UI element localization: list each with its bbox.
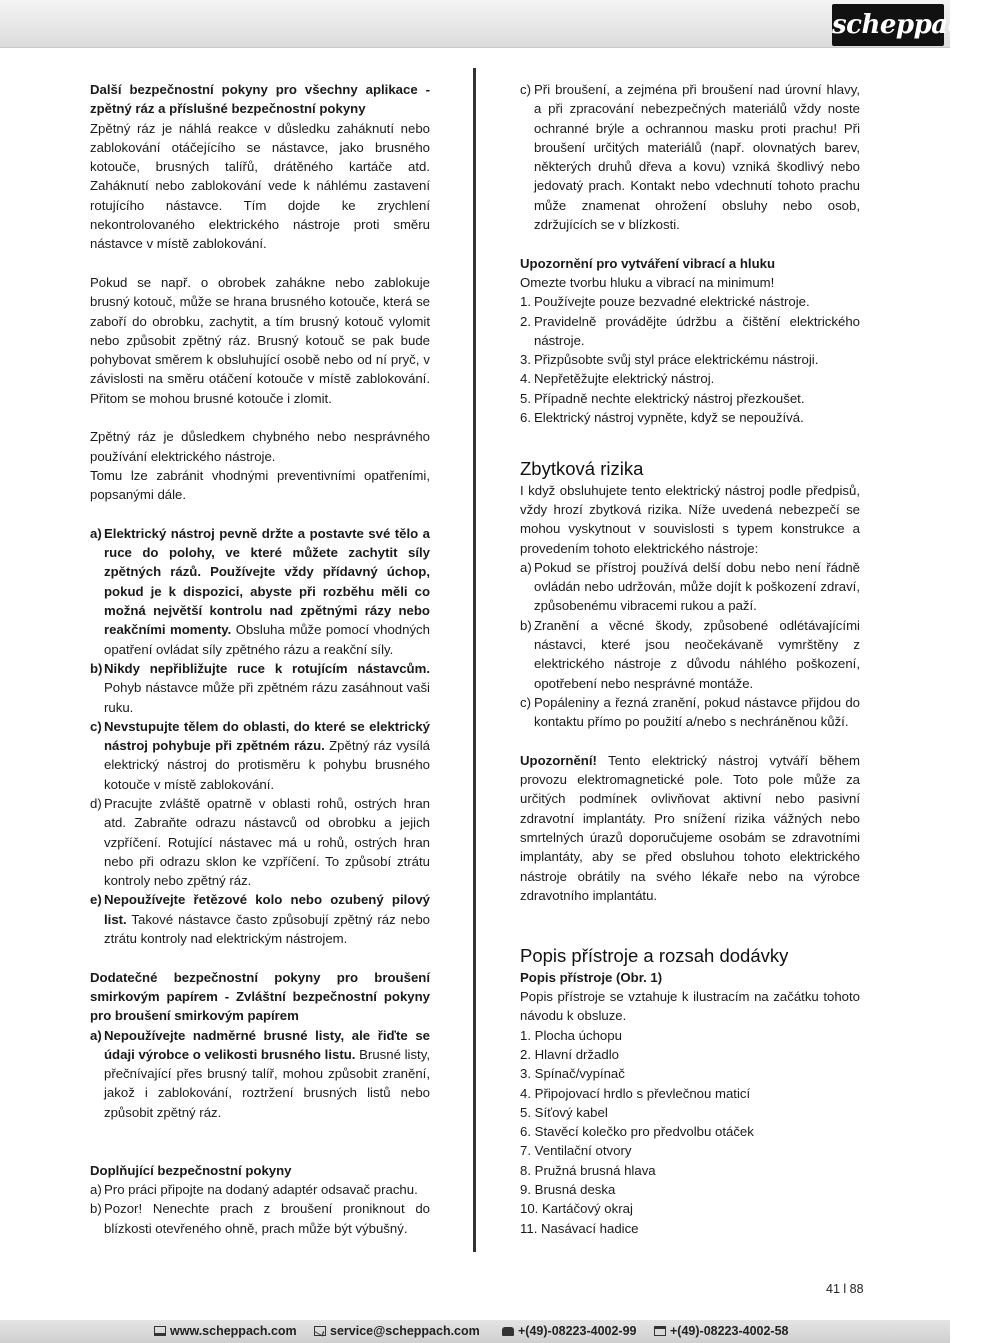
list-item: 2. Hlavní držadlo xyxy=(520,1046,619,1062)
residual-list xyxy=(520,558,860,732)
footer-phone xyxy=(502,1324,637,1338)
kickback-list xyxy=(90,524,430,949)
list-marker: c) xyxy=(90,718,102,734)
email-link[interactable]: service@scheppach.com xyxy=(330,1324,480,1338)
list-item xyxy=(520,558,860,616)
list-item: 10. Kartáčový okraj xyxy=(520,1201,633,1217)
fax-number: +(49)-08223-4002-58 xyxy=(670,1324,789,1338)
list-item-text: Případně nechte elektrický nástroj přezkoušet. xyxy=(534,390,805,406)
kickback-heading: Další bezpečnostní pokyny pro všechny aplikace - zpětný ráz a příslušné bezpečnostní pokyny xyxy=(90,82,430,117)
list-item xyxy=(90,524,430,659)
list-item-text: Elektrický nástroj vypněte, když se nepoužívá. xyxy=(534,410,804,426)
list-item xyxy=(520,312,860,351)
list-item xyxy=(520,80,860,234)
list-item: 11. Nasávací hadice xyxy=(520,1220,639,1236)
sanding-heading: Dodatečné bezpečnostní pokyny pro broušení smirkovým papírem - Zvláštní bezpečnostní pokyny pro broušení smirkovým papírem xyxy=(90,969,430,1024)
computer-icon xyxy=(154,1326,166,1336)
list-item-text: Pro práci připojte na dodaný adaptér odsavač prachu. xyxy=(104,1181,418,1197)
list-marker: 2. xyxy=(520,313,531,329)
column-divider xyxy=(473,68,476,1252)
list-item-text: Pozor! Nenechte prach z broušení proniknout do blízkosti otevřeného ohně, prach může být výbušný. xyxy=(104,1201,430,1236)
list-item-text: Nepřetěžujte elektrický nástroj. xyxy=(534,371,715,387)
list-item: 5. Síťový kabel xyxy=(520,1104,608,1120)
list-item-bold: Nikdy nepřibližujte ruce k rotujícím nástavcům. xyxy=(104,660,430,676)
description-intro: Popis přístroje se vztahuje k ilustracím na začátku tohoto návodu k obsluze. xyxy=(520,989,860,1024)
list-item-text: Pohyb nástavce může při zpětném rázu zasáhnout vaši ruku. xyxy=(104,680,430,715)
vibration-list xyxy=(520,292,860,427)
list-marker: a) xyxy=(90,525,102,541)
website-link[interactable]: www.scheppach.com xyxy=(170,1324,297,1338)
list-item-text: Zranění a věcné škody, způsobené odlétávajícími nástavci, které jsou neočekávaně vymrštěny z elektrického nástroje z důvodu náhlého poškození, opotřebení nebo nesprávné montáže. xyxy=(534,617,860,691)
list-marker: a) xyxy=(520,559,532,575)
list-marker: 5. xyxy=(520,390,531,406)
warning-paragraph xyxy=(520,751,860,905)
list-marker: c) xyxy=(520,82,531,97)
list-item xyxy=(520,292,860,311)
fax-icon xyxy=(654,1326,666,1336)
list-item xyxy=(520,616,860,693)
list-item-text: Brusné listy, přečnívající přes brusný talíř, mohou způsobit zranění, jakož i zablokování, roztržení brusných listů nebo způsobit zpětný ráz. xyxy=(104,1046,430,1120)
residual-intro: I když obsluhujete tento elektrický nástroj podle předpisů, vždy hrozí zbytková rizika. Níže uvedená nebezpečí se mohou vyskytnout v souvislosti s typem konstrukce a provedením tohoto elektrického nástroje: xyxy=(520,482,860,556)
vibration-intro: Omezte tvorbu hluku a vibrací na minimum! xyxy=(520,274,775,290)
parts-list xyxy=(520,1026,860,1238)
list-item xyxy=(90,1199,430,1238)
list-marker: b) xyxy=(90,1201,102,1217)
list-marker: b) xyxy=(90,660,103,676)
list-marker: a) xyxy=(90,1027,102,1043)
kickback-paragraph-3b: Tomu lze zabránit vhodnými preventivními opatřeními, popsanými dále. xyxy=(90,467,430,503)
list-item: 3. Spínač/vypínač xyxy=(520,1066,625,1082)
list-item: 9. Brusná deska xyxy=(520,1182,616,1198)
list-item xyxy=(90,890,430,948)
list-item xyxy=(90,1180,430,1199)
list-marker: 6. xyxy=(520,410,531,426)
phone-icon xyxy=(502,1327,514,1336)
list-item-text: Takové nástavce často způsobují zpětný ráz nebo ztrátu kontroly nad elektrickým nástrojem. xyxy=(104,911,430,947)
list-marker: 1. xyxy=(520,294,531,310)
description-title: Popis přístroje a rozsah dodávky xyxy=(520,944,789,966)
list-marker: e) xyxy=(90,892,102,908)
list-marker: 3. xyxy=(520,352,531,368)
warning-label: Upozornění! xyxy=(520,752,597,768)
list-item xyxy=(520,369,860,388)
list-item-bold: Nepoužívejte nadměrné brusné listy, ale řiďte se údaji výrobce o velikosti brusného listu. xyxy=(104,1027,430,1062)
scheppach-logo: scheppach xyxy=(832,4,944,46)
list-item: 1. Plocha úchopu xyxy=(520,1027,622,1043)
vibration-heading: Upozornění pro vytváření vibrací a hluku xyxy=(520,255,776,271)
warning-text: Tento elektrický nástroj vytváří během provozu elektromagnetické pole. Toto pole může za určitých podmínek ovlivňovat aktivní nebo pasivní zdravotní implantáty. Pro snížení rizika vážných nebo smrtelných úrazů doporučujeme osobám se zdravotními implantáty, aby se před obsluhou tohoto elektrického nástroje obrátily na svého lékaře nebo na výrobce zdravotního implantátu. xyxy=(520,752,860,903)
right-column xyxy=(520,80,860,1238)
footer xyxy=(0,1320,950,1343)
list-marker: d) xyxy=(90,795,102,811)
additional-heading: Doplňující bezpečnostní pokyny xyxy=(90,1162,292,1178)
list-item xyxy=(520,389,860,408)
list-item-text: Při broušení, a zejména při broušení nad úrovní hlavy, a při zpracování nebezpečných materiálů vždy noste ochranné brýle a ochrannou masku proti prachu! Při broušení určitých materiálů (např. olovnatých barev, některých druhů dřeva a kovu) vzniká škodlivý nebo jedovatý prach. Kontakt nebo vdechnutí tohoto prachu může znamenat ohrožení obsluhy nebo osob, zdržujících se v blízkosti. xyxy=(534,82,860,233)
left-column xyxy=(90,80,430,1238)
list-item xyxy=(90,659,430,717)
list-item-text: Přizpůsobte svůj styl práce elektrickému nástroji. xyxy=(534,352,819,368)
footer-fax xyxy=(654,1324,789,1338)
page-number: 41 l 88 xyxy=(826,1282,864,1296)
kickback-paragraph-1: Zpětný ráz je náhlá reakce v důsledku zaháknutí nebo zablokování otáčejícího se nástavce, jako brusného kotouče, brusných talířů, drátěného kartáče atd. Zaháknutí nebo zablokování vede k náhlému zastavení rotujícího nástavce. Tím dojde ke zrychlení nekontrolovaného elektrického nástroje proti směru nástavce v místě zablokování. xyxy=(90,120,430,252)
list-item: 7. Ventilační otvory xyxy=(520,1143,632,1159)
list-item-bold: Nevstupujte tělem do oblasti, do které se elektrický nástroj pohybuje při zpětném rázu. xyxy=(104,718,430,754)
list-marker: a) xyxy=(90,1181,102,1197)
list-item-bold: Nepoužívejte řetězové kolo nebo ozubený pilový list. xyxy=(104,892,430,927)
list-item xyxy=(90,794,430,890)
header-bar xyxy=(0,0,981,48)
kickback-paragraph-3a: Zpětný ráz je důsledkem chybného nebo nesprávného používání elektrického nástroje. xyxy=(90,429,430,464)
phone-number: +(49)-08223-4002-99 xyxy=(518,1324,637,1338)
description-subheading: Popis přístroje (Obr. 1) xyxy=(520,969,663,985)
list-item-text: Pokud se přístroj používá delší dobu nebo není řádně ovládán nebo udržován, může dojít k poškození zdraví, způsobenému vibracemi rukou a paží. xyxy=(534,559,860,614)
list-item: 4. Připojovací hrdlo s převlečnou maticí xyxy=(520,1085,751,1101)
list-item-text: Popáleniny a řezná zranění, pokud nástavce přijdou do kontaktu přímo po použití a/nebo s nechráněnou kůží. xyxy=(534,694,860,730)
list-item xyxy=(520,408,860,427)
list-item-text: Pracujte zvláště opatrně v oblasti rohů, ostrých hran atd. Zabraňte odrazu nástavců od obrobku a jejich vzpříčení. Rotující nástavec má u rohů, ostrých hran nebo při odrazu sklon ke vzpříčení. To způsobí ztrátu kontroly nebo zpětný ráz. xyxy=(104,795,430,889)
list-item xyxy=(520,350,860,369)
list-item-text: Obsluha může pomocí vhodných opatření ovládat síly zpětného rázu a reakční síly. xyxy=(104,622,430,657)
list-item-bold: Elektrický nástroj pevně držte a postavte své tělo a ruce do polohy, ve které můžete zachytit síly zpětných rázů. Používejte vždy přídavný úchop, pokud je k dispozici, abyste při rozběhu měli co možná největší kontrolu nad zpětnými rázy nebo reakčními momenty. xyxy=(104,525,430,638)
list-item: 8. Pružná brusná hlava xyxy=(520,1162,656,1178)
residual-risks-title: Zbytková rizika xyxy=(520,457,644,479)
list-marker: c) xyxy=(520,694,531,710)
list-item xyxy=(90,1026,430,1122)
list-marker: b) xyxy=(520,617,532,633)
footer-website[interactable] xyxy=(154,1324,297,1338)
list-item xyxy=(520,693,860,732)
footer-email[interactable] xyxy=(314,1324,480,1338)
list-marker: 4. xyxy=(520,371,531,387)
list-item-text: Používejte pouze bezvadné elektrické nástroje. xyxy=(534,294,810,310)
list-item: 6. Stavěcí kolečko pro předvolbu otáček xyxy=(520,1124,754,1140)
email-icon xyxy=(314,1326,326,1336)
list-item-text: Zpětný ráz vysílá elektrický nástroj do protisměru k pohybu brusného kotouče v místě zablokování. xyxy=(104,738,430,792)
list-item xyxy=(90,717,430,794)
kickback-paragraph-2: Pokud se např. o obrobek zahákne nebo zablokuje brusný kotouč, může se hrana brusného kotouče, která se zaboří do obrobku, zachytit, a tím brusný kotouč vylomit nebo způsobit zpětný ráz. Brusný kotouč se pak bude pohybovat směrem k obsluhující osobě nebo od ní pryč, v závislosti na směru otáčení kotouče v místě zablokování. Přitom se mohou brusné kotouče i zlomit. xyxy=(90,274,430,406)
list-item-text: Pravidelně provádějte údržbu a čištění elektrického nástroje. xyxy=(534,313,860,348)
